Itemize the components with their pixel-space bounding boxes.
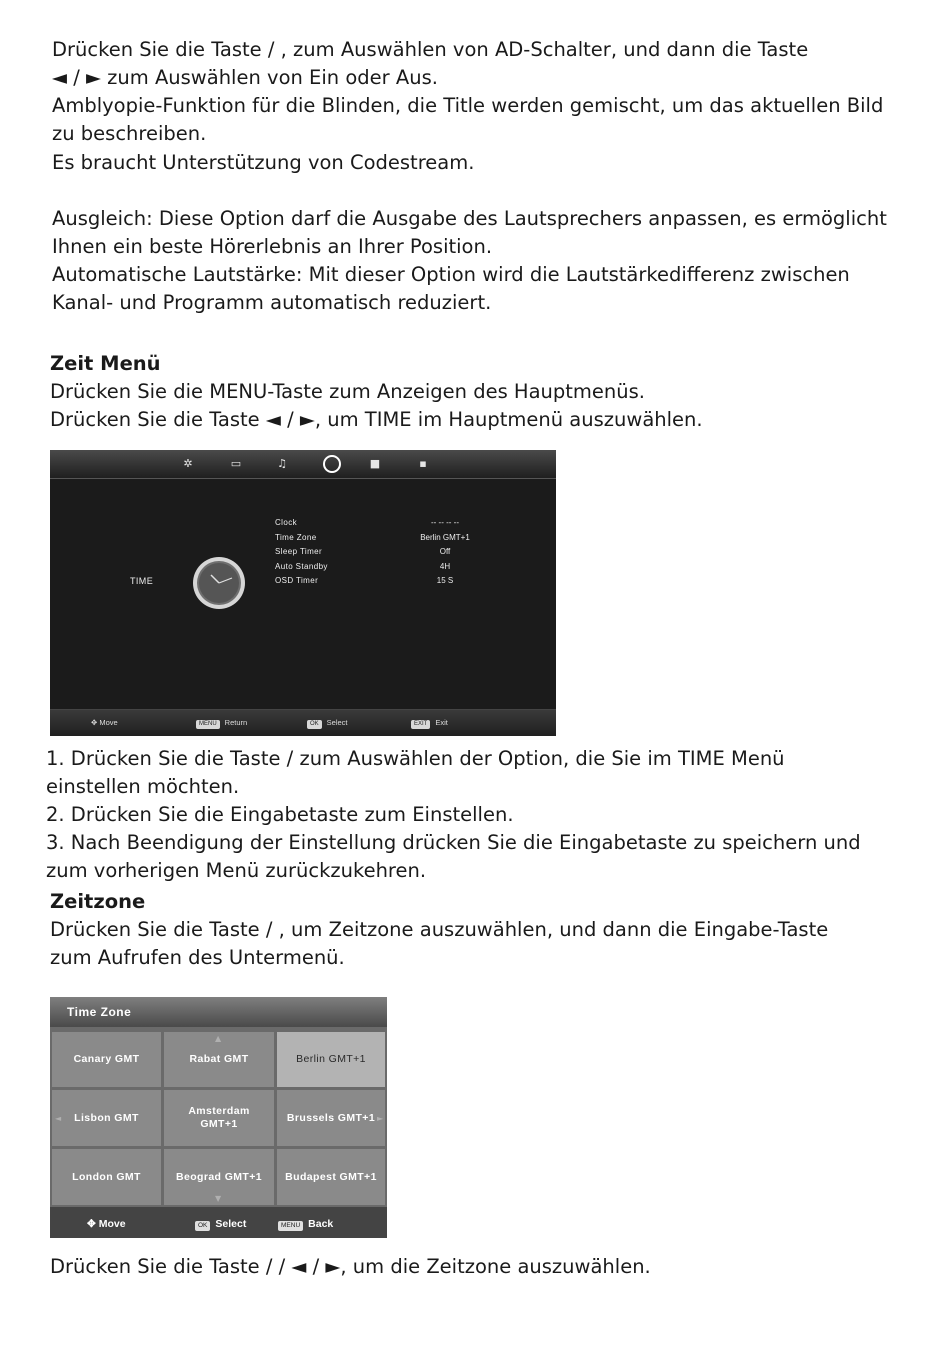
lock-icon: ■: [369, 457, 381, 470]
text-line: einstellen möchten.: [46, 775, 240, 798]
tz-cell-brussels[interactable]: Brussels GMT+1: [277, 1090, 385, 1146]
scroll-left-icon: ◄: [55, 1114, 62, 1123]
back-hint: MENU Back: [278, 1218, 333, 1231]
text-line: 2. Drücken Sie die Eingabetaste zum Einstellen.: [46, 803, 514, 826]
tz-cell-rabat[interactable]: Rabat GMT: [164, 1032, 274, 1087]
text-line: 1. Drücken Sie die Taste / zum Auswählen der Option, die Sie im TIME Menü: [46, 747, 785, 770]
row-label-sleep-timer[interactable]: Sleep Timer: [275, 547, 323, 556]
row-label-auto-standby[interactable]: Auto Standby: [275, 562, 328, 571]
text-line: Kanal- und Programm automatisch reduziert.: [52, 291, 492, 314]
text-line: zum Aufrufen des Untermenü.: [50, 946, 345, 969]
row-value-auto-standby: 4H: [439, 562, 451, 571]
text-line: ◄ / ► zum Auswählen von Ein oder Aus.: [52, 66, 438, 89]
text-line: Drücken Sie die MENU-Taste zum Anzeigen des Hauptmenüs.: [50, 380, 645, 403]
move-icon: ✥: [87, 1218, 99, 1230]
timezone-help-bar: [50, 1207, 387, 1238]
text-line: Drücken Sie die Taste / , zum Auswählen von AD-Schalter, und dann die Taste: [52, 38, 809, 61]
timezone-title: Time Zone: [67, 1005, 132, 1019]
text-line: Ihnen ein beste Hörerlebnis an Ihrer Position.: [52, 235, 493, 258]
tz-cell-london[interactable]: London GMT: [52, 1149, 161, 1205]
grid-icon: ▪: [419, 457, 427, 470]
text-line: Drücken Sie die Taste / / ◄ / ►, um die Zeitzone auszuwählen.: [50, 1255, 651, 1278]
move-hint: ✥ Move: [91, 718, 118, 727]
tz-cell-beograd[interactable]: Beograd GMT+1: [164, 1149, 274, 1205]
row-value-sleep-timer: Off: [439, 547, 451, 556]
tz-cell-berlin[interactable]: Berlin GMT+1: [277, 1032, 385, 1087]
exit-key-icon: EXIT: [411, 720, 430, 729]
row-label-clock[interactable]: Clock: [275, 518, 298, 527]
timezone-header: [50, 997, 387, 1027]
row-value-time-zone: Berlin GMT+1: [420, 533, 470, 542]
move-icon: ✥: [91, 718, 100, 727]
section-heading: Zeit Menü: [50, 352, 161, 375]
exit-hint: EXIT Exit: [411, 718, 448, 729]
music-icon: ♫: [277, 457, 287, 470]
text-line: 3. Nach Beendigung der Einstellung drücken Sie die Eingabetaste zu speichern und: [46, 831, 861, 854]
menu-tab-bar: [50, 450, 556, 479]
text-line: Drücken Sie die Taste ◄ / ►, um TIME im Hauptmenü auszuwählen.: [50, 408, 703, 431]
move-hint: ✥ Move: [87, 1218, 126, 1230]
ok-key-icon: OK: [195, 1221, 210, 1231]
text-line: zu beschreiben.: [52, 122, 207, 145]
timezone-menu-screenshot: [50, 997, 387, 1238]
scroll-down-icon: ▼: [215, 1194, 222, 1203]
menu-key-icon: MENU: [196, 720, 220, 729]
tz-cell-canary[interactable]: Canary GMT: [52, 1032, 161, 1087]
scroll-up-icon: ▲: [215, 1034, 222, 1043]
section-heading: Zeitzone: [50, 890, 146, 913]
text-line: Es braucht Unterstützung von Codestream.: [52, 151, 475, 174]
text-line: Drücken Sie die Taste / , um Zeitzone auszuwählen, und dann die Eingabe-Taste: [50, 918, 829, 941]
return-hint: MENU Return: [196, 718, 247, 729]
text-line: Ausgleich: Diese Option darf die Ausgabe des Lautsprechers anpassen, es ermöglicht: [52, 207, 887, 230]
row-value-clock: -- -- -- --: [431, 518, 459, 527]
row-value-osd-timer: 15 S: [436, 576, 454, 585]
gear-icon: ✲: [183, 457, 193, 470]
menu-key-icon: MENU: [278, 1221, 303, 1231]
select-hint: OK Select: [195, 1218, 246, 1231]
scroll-right-icon: ►: [377, 1114, 384, 1123]
clock-illustration-icon: [191, 555, 247, 611]
row-label-osd-timer[interactable]: OSD Timer: [275, 576, 319, 585]
text-line: Amblyopie-Funktion für die Blinden, die Title werden gemischt, um das aktuellen Bild: [52, 94, 884, 117]
text-line: Automatische Lautstärke: Mit dieser Option wird die Lautstärkedifferenz zwischen: [52, 263, 850, 286]
text-line: zum vorherigen Menü zurückzukehren.: [46, 859, 427, 882]
monitor-icon: ▭: [230, 457, 242, 470]
row-label-time-zone[interactable]: Time Zone: [275, 533, 317, 542]
menu-help-bar: [50, 709, 556, 736]
tz-cell-budapest[interactable]: Budapest GMT+1: [277, 1149, 385, 1205]
time-menu-screenshot: [50, 450, 556, 736]
clock-icon: [323, 455, 341, 473]
select-hint: OK Select: [307, 718, 348, 729]
tz-cell-amsterdam[interactable]: Amsterdam GMT+1: [164, 1090, 274, 1146]
tz-cell-lisbon[interactable]: Lisbon GMT: [52, 1090, 161, 1146]
menu-title: TIME: [130, 576, 154, 586]
ok-key-icon: OK: [307, 720, 322, 729]
